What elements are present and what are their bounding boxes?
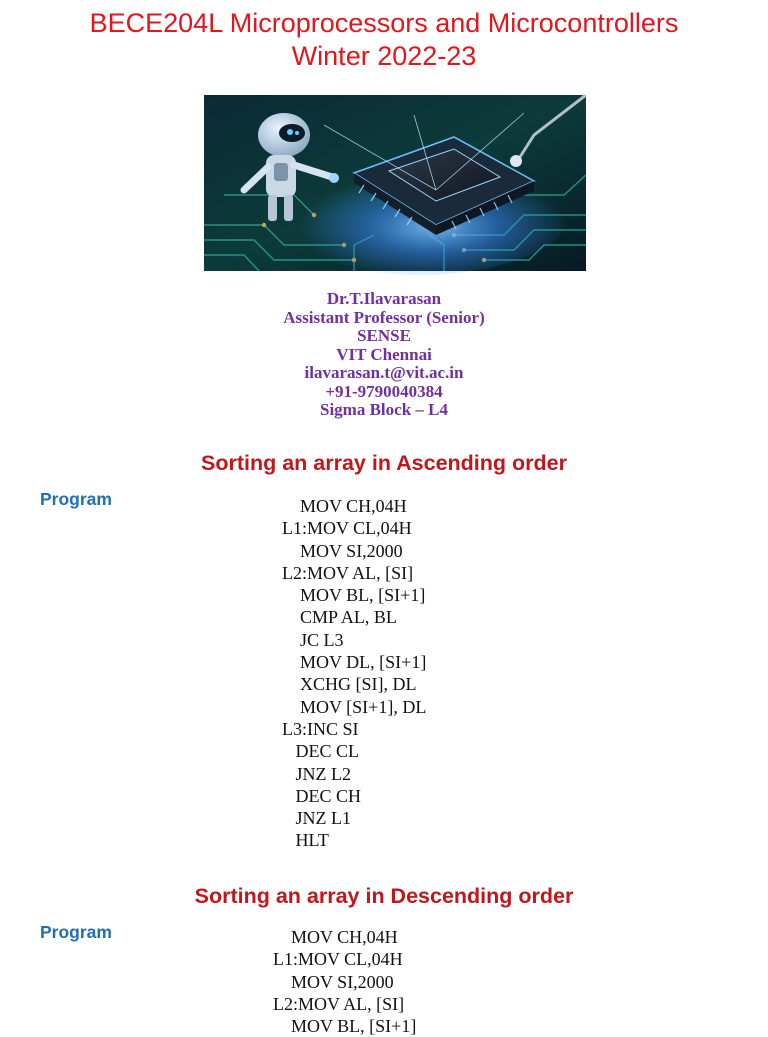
code-line: L1:MOV CL,04H — [282, 518, 412, 539]
author-department: SENSE — [357, 326, 411, 345]
code-line: MOV BL, [SI+1] — [282, 585, 426, 606]
hero-image — [204, 95, 586, 271]
code-line: L1:MOV CL,04H — [273, 949, 403, 970]
author-designation: Assistant Professor (Senior) — [283, 307, 485, 327]
author-office: Sigma Block – L4 — [320, 400, 448, 419]
code-line: JNZ L2 — [282, 763, 351, 784]
author-block — [0, 290, 768, 420]
code-line: MOV SI,2000 — [282, 540, 403, 561]
code-line: L3:INC SI — [282, 718, 359, 739]
section-title-ascending: Sorting an array in Ascending order — [201, 451, 567, 475]
code-line: L2:MOV AL, [SI] — [273, 993, 405, 1014]
code-line: L2:MOV AL, [SI] — [282, 562, 414, 583]
code-line: DEC CH — [282, 785, 362, 806]
author-institution: VIT Chennai — [336, 344, 432, 364]
program-label-descending: Program — [40, 922, 112, 942]
page-title-line2: Winter 2022-23 — [291, 41, 477, 71]
page-title — [0, 7, 768, 73]
robot-chip-illustration — [204, 95, 586, 271]
code-line: MOV CH,04H — [273, 927, 398, 947]
code-listing-ascending — [282, 495, 426, 852]
author-email: ilavarasan.t@vit.ac.in — [304, 363, 464, 382]
author-name: Dr.T.Ilavarasan — [326, 289, 442, 308]
code-line: XCHG [SI], DL — [282, 674, 417, 695]
code-line: MOV BL, [SI+1] — [273, 1016, 417, 1037]
section-title-descending: Sorting an array in Descending order — [194, 884, 574, 908]
page-title-line1: BECE204L Microprocessors and Microcontrollers — [89, 8, 679, 38]
code-line: MOV CH,04H — [282, 496, 407, 516]
code-line: CMP AL, BL — [282, 607, 397, 628]
code-line: MOV SI,2000 — [273, 971, 394, 992]
program-label-ascending: Program — [40, 489, 112, 509]
code-listing-descending — [273, 926, 416, 1037]
code-line: JC L3 — [282, 629, 344, 650]
code-line: HLT — [282, 830, 329, 851]
code-line: MOV [SI+1], DL — [282, 696, 427, 717]
author-phone: +91-9790040384 — [325, 381, 443, 401]
code-line: JNZ L1 — [282, 808, 351, 829]
code-line: DEC CL — [282, 741, 360, 762]
code-line: MOV DL, [SI+1] — [282, 652, 427, 673]
